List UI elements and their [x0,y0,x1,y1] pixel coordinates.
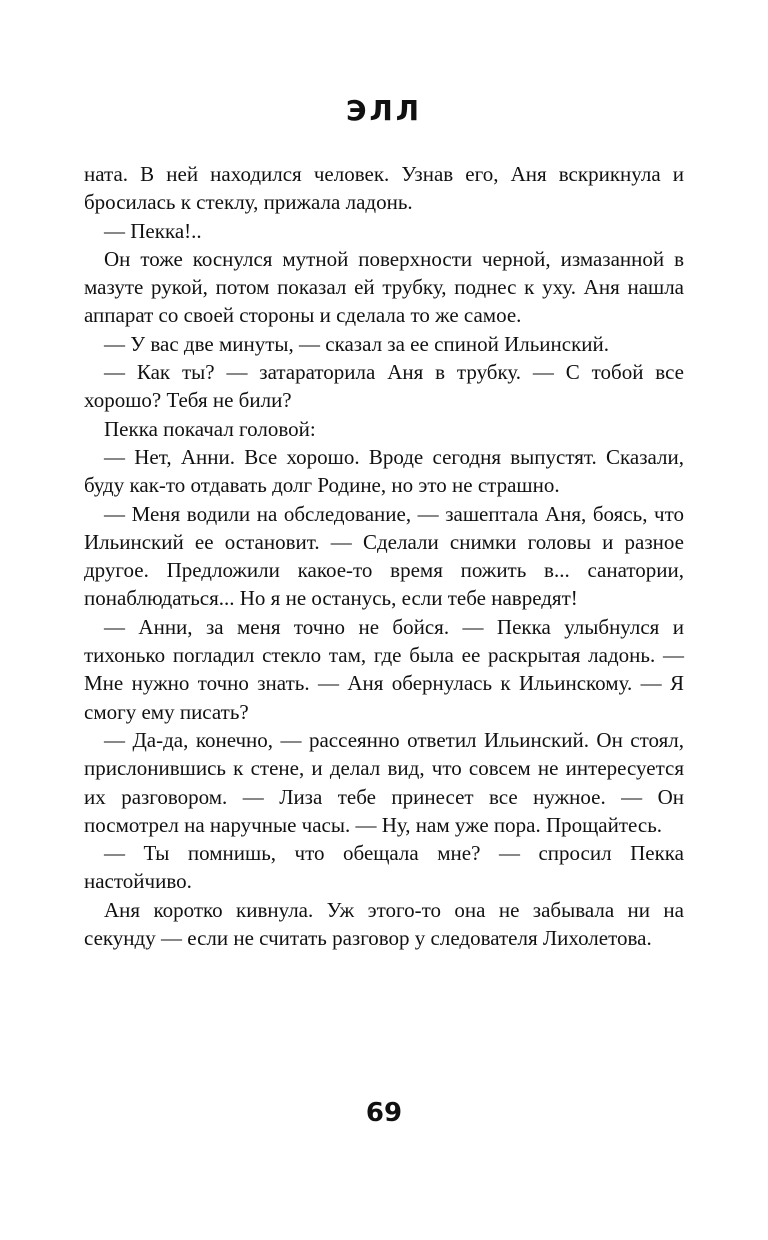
paragraph-3: Он тоже коснулся мутной поверхности черной, измазанной в мазуте рукой, потом показал ей трубку, поднес к уху. Аня нашла аппарат со своей стороны и сделала то же самое. [84,246,684,328]
paragraph-6: Пекка покачал головой: [104,416,316,441]
paragraph-4: — У вас две минуты, — сказал за ее спиной Ильинский. [104,331,610,356]
paragraph-7: — Нет, Анни. Все хорошо. Вроде сегодня выпустят. Сказали, буду как-то отдавать долг Родине, но это не страшно. [84,444,684,498]
paragraph-12: Аня коротко кивнула. Уж этого-то она не забывала ни на секунду — если не считать разговор у следователя Лихолетова. [84,897,684,951]
page-number: 69 [365,1098,403,1128]
running-header: ЭЛЛ [345,94,423,127]
paragraph-11: — Ты помнишь, что обещала мне? — спросил Пекка настойчиво. [84,841,684,894]
paragraph-9: — Анни, за меня точно не бойся. — Пекка улыбнулся и тихонько погладил стекло там, где была ее раскрытая ладонь. — Мне нужно точно знать. — Аня обернулась к Ильинскому. — Я смогу ему писать? [84,614,684,724]
paragraph-8: — Меня водили на обследование, — зашептала Аня, боясь, что Ильинский ее остановит. — Сделали снимки головы и разное другое. Предложили какое-то время пожить в... санатории, понаблюдаться... Но я не останусь, если тебе навредят! [84,501,684,611]
paragraph-5: — Как ты? — затараторила Аня в трубку. — С тобой все хорошо? Тебя не били? [84,360,684,413]
page-text [84,160,684,952]
paragraph-1: ната. В ней находился человек. Узнав его, Аня вскрикнула и бросилась к стеклу, прижала ладонь. [84,162,684,215]
paragraph-2: — Пекка!.. [104,218,202,243]
paragraph-10: — Да-да, конечно, — рассеянно ответил Ильинский. Он стоял, прислонившись к стене, и делал вид, что совсем не интересуется их разговором. — Лиза тебе принесет все нужное. — Он посмотрел на наручные часы. — Ну, нам уже пора. Прощайтесь. [84,727,684,837]
